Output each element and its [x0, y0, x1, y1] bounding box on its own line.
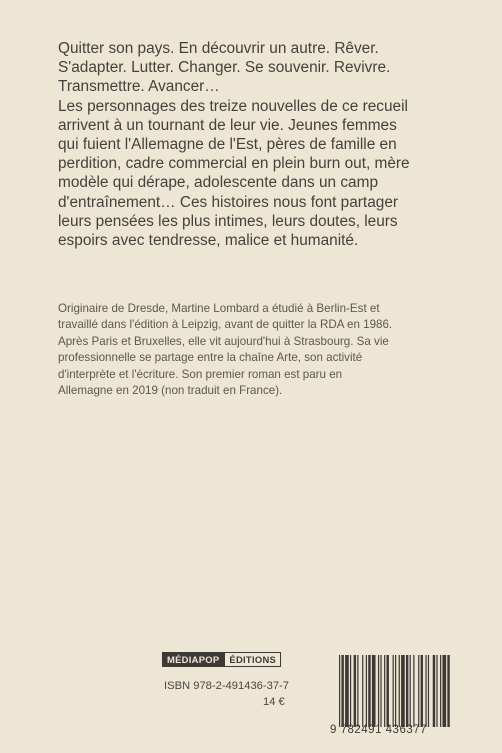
barcode-icon	[339, 655, 451, 727]
blurb-line: modèle qui dérape, adolescente dans un camp	[58, 174, 379, 192]
price-label: 14 €	[263, 696, 285, 708]
blurb-line: espoirs avec tendresse, malice et humanité.	[58, 232, 359, 250]
author-bio	[58, 301, 458, 399]
bio-line: professionnelle se partage entre la chaîne Arte, son activité	[58, 351, 363, 365]
blurb-line: perdition, cadre commercial en plein burn out, mère	[58, 155, 410, 173]
publisher-logo	[162, 652, 281, 667]
blurb-line: qui fuient l'Allemagne de l'Est, pères de famille en	[58, 136, 397, 154]
book-blurb	[58, 39, 458, 250]
blurb-line: d'entraînement… Ces histoires nous font partager	[58, 193, 399, 211]
publisher-logo-name: MÉDIAPOP	[162, 652, 224, 667]
bio-line: Allemagne en 2019 (non traduit en France).	[58, 384, 283, 398]
blurb-line: S'adapter. Lutter. Changer. Se souvenir. Revivre.	[58, 59, 391, 77]
blurb-line: leurs pensées les plus intimes, leurs doutes, leurs	[58, 212, 398, 230]
blurb-line: arrivent à un tournant de leur vie. Jeunes femmes	[58, 116, 397, 134]
bio-line: Après Paris et Bruxelles, elle vit aujourd'hui à Strasbourg. Sa vie	[58, 334, 389, 348]
bio-line: travaillé dans l'édition à Leipzig, avant de quitter la RDA en 1986.	[58, 318, 393, 332]
blurb-line: Quitter son pays. En découvrir un autre. Rêver.	[58, 40, 379, 57]
bio-line: d'interprète et l'écriture. Son premier roman est paru en	[58, 367, 343, 381]
bio-line: Originaire de Dresde, Martine Lombard a étudié à Berlin-Est et	[58, 302, 380, 315]
blurb-line: Transmettre. Avancer…	[58, 78, 220, 96]
publisher-logo-editions: ÉDITIONS	[224, 652, 281, 667]
blurb-line: Les personnages des treize nouvelles de ce recueil	[58, 97, 408, 115]
isbn-label: ISBN 978-2-491436-37-7	[164, 680, 290, 692]
barcode-number: 9 782491 436377	[330, 724, 428, 736]
